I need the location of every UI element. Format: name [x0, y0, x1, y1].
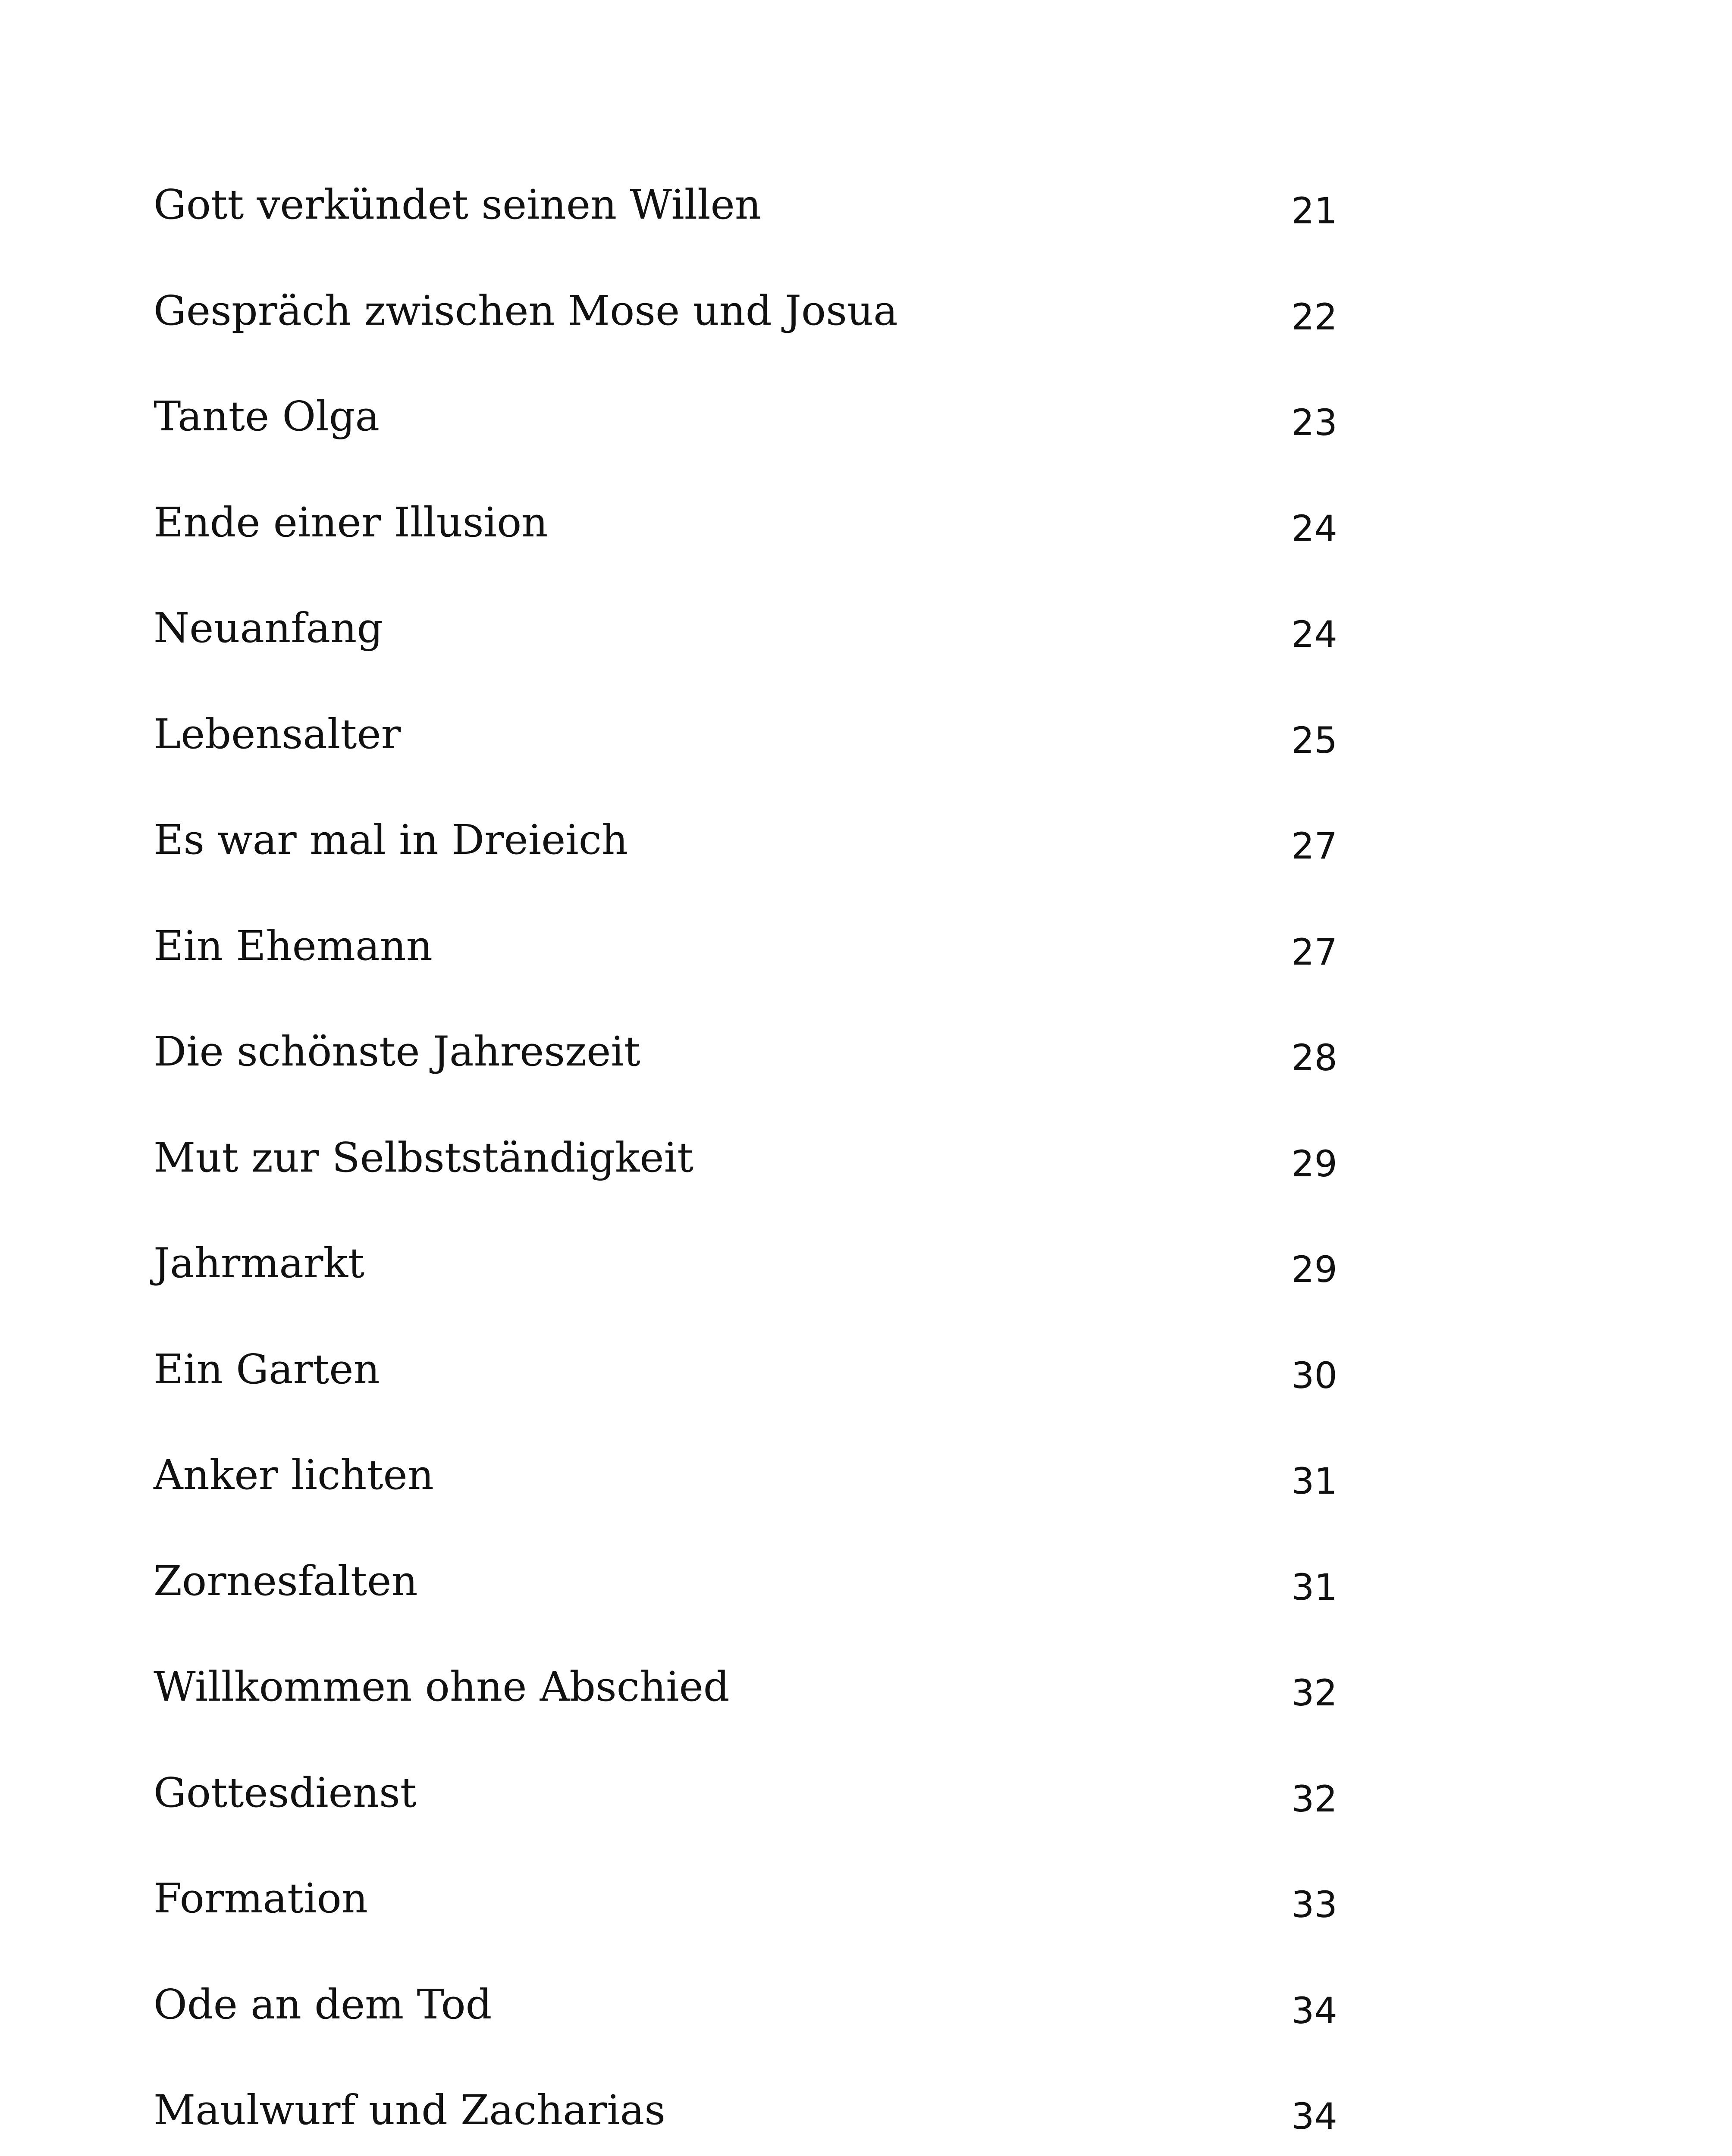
- toc-entry-title: Ende einer Illusion: [154, 498, 548, 546]
- toc-entry: [154, 816, 1361, 922]
- toc-entry-title: Die schönste Jahreszeit: [154, 1028, 640, 1075]
- toc-entry: [154, 1346, 1361, 1452]
- toc-entry: [154, 1240, 1361, 1346]
- toc-entry-page-number: 29: [1291, 1142, 1337, 1185]
- toc-entry: [154, 1981, 1361, 2087]
- toc-entry: [154, 1028, 1361, 1134]
- toc-entry: [154, 1663, 1361, 1769]
- toc-entry-page-number: 34: [1291, 2095, 1337, 2137]
- toc-entry: [154, 1134, 1361, 1240]
- toc-entry-page-number: 22: [1291, 295, 1337, 338]
- toc-entry: [154, 2087, 1361, 2156]
- toc-entry-title: Anker lichten: [154, 1451, 434, 1499]
- toc-entry: [154, 287, 1361, 393]
- toc-entry-title: Ode an dem Tod: [154, 1981, 492, 2028]
- toc-entry: [154, 605, 1361, 711]
- toc-entry-title: Ein Garten: [154, 1345, 380, 1393]
- toc-entry-page-number: 24: [1291, 613, 1337, 655]
- toc-entry: [154, 393, 1361, 499]
- toc-entry-title: Tante Olga: [154, 393, 380, 440]
- toc-entry-page-number: 25: [1291, 719, 1337, 761]
- toc-entry-title: Gottesdienst: [154, 1769, 417, 1817]
- toc-entry: [154, 1451, 1361, 1557]
- toc-entry-page-number: 24: [1291, 507, 1337, 550]
- toc-entry: [154, 1875, 1361, 1981]
- toc-entry-title: Gott verkündet seinen Willen: [154, 181, 761, 229]
- toc-entry-title: Es war mal in Dreieich: [154, 816, 628, 864]
- toc-entry-title: Willkommen ohne Abschied: [154, 1663, 730, 1711]
- toc-entry-title: Formation: [154, 1875, 368, 1922]
- toc-entry-page-number: 28: [1291, 1037, 1337, 1079]
- toc-entry: [154, 711, 1361, 817]
- toc-entry-page-number: 32: [1291, 1777, 1337, 1820]
- table-of-contents: [154, 181, 1361, 2156]
- toc-entry-page-number: 32: [1291, 1672, 1337, 1714]
- toc-entry: [154, 1769, 1361, 1875]
- toc-entry-title: Jahrmarkt: [154, 1240, 365, 1287]
- toc-entry-page-number: 27: [1291, 931, 1337, 973]
- toc-entry-page-number: 34: [1291, 1989, 1337, 2032]
- toc-entry: [154, 922, 1361, 1028]
- toc-entry-title: Zornesfalten: [154, 1557, 418, 1605]
- toc-entry-title: Gespräch zwischen Mose und Josua: [154, 287, 898, 335]
- toc-entry-page-number: 33: [1291, 1883, 1337, 1926]
- toc-entry-title: Lebensalter: [154, 710, 401, 758]
- toc-entry: [154, 181, 1361, 287]
- toc-entry-title: Ein Ehemann: [154, 922, 433, 970]
- toc-entry-title: Maulwurf und Zacharias: [154, 2087, 665, 2134]
- toc-entry-page-number: 27: [1291, 825, 1337, 867]
- toc-entry: [154, 499, 1361, 605]
- toc-entry-page-number: 31: [1291, 1460, 1337, 1502]
- toc-entry-page-number: 29: [1291, 1248, 1337, 1291]
- toc-entry-page-number: 23: [1291, 401, 1337, 444]
- toc-entry-page-number: 31: [1291, 1566, 1337, 1608]
- toc-entry-page-number: 30: [1291, 1354, 1337, 1397]
- toc-entry-page-number: 21: [1291, 190, 1337, 232]
- toc-entry-title: Mut zur Selbstständigkeit: [154, 1134, 694, 1181]
- toc-entry-title: Neuanfang: [154, 605, 383, 652]
- toc-entry: [154, 1557, 1361, 1664]
